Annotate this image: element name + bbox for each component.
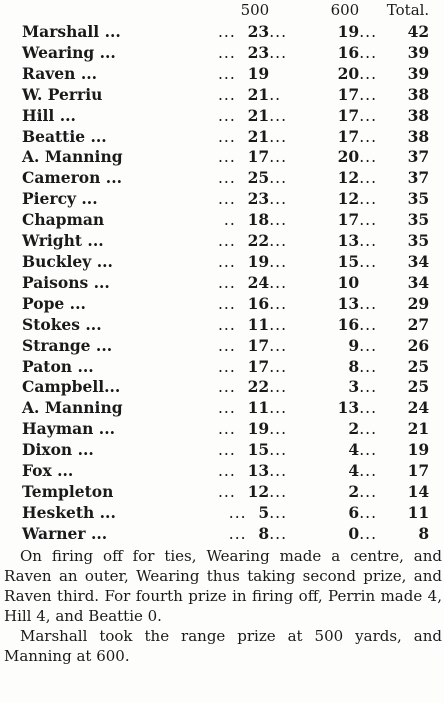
score-total: 39 [407, 42, 430, 62]
score-600: 8 [348, 356, 360, 376]
score-500: ... 21 [218, 84, 270, 104]
score-total: 37 [407, 147, 430, 167]
leader-dots: ... [269, 503, 287, 522]
leader-dots: ... [218, 85, 248, 104]
score-600: 3 [348, 377, 360, 397]
leader-dots: ... [359, 441, 377, 460]
leader-dots: ... [269, 357, 287, 376]
score-500: ... 21 [218, 105, 270, 125]
score-total: 11 [407, 502, 430, 522]
header-600: 600 [330, 1, 360, 19]
leader-dots: ... [359, 211, 377, 230]
table-row [22, 294, 429, 315]
leader-dots: ... [269, 315, 287, 334]
table-row [22, 273, 429, 294]
score-total: 25 [407, 377, 430, 397]
score-500: ... 19 [218, 251, 270, 271]
score-600: 20 [337, 63, 360, 83]
leader-dots: ... [359, 85, 377, 104]
competitor-name: Strange ... [22, 335, 113, 355]
score-500: ... 19 [218, 63, 270, 83]
score-total: 29 [407, 293, 430, 313]
score-600: 15 [337, 251, 360, 271]
competitor-name: Campbell... [22, 377, 121, 397]
score-500: ... 13 [218, 461, 270, 481]
leader-dots: ... [269, 524, 287, 543]
score-total: 14 [407, 481, 430, 501]
competitor-name: Paton ... [22, 356, 94, 376]
score-total: 35 [407, 189, 430, 209]
score-500: ... 17 [218, 356, 270, 376]
competitor-name: Piercy ... [22, 189, 98, 209]
leader-dots: ... [218, 315, 248, 334]
table-row [22, 315, 429, 336]
score-600: 19 [337, 22, 360, 41]
score-total: 38 [407, 126, 430, 146]
leader-dots: ... [269, 399, 287, 418]
score-total: 38 [407, 84, 430, 104]
leader-dots: ... [269, 211, 287, 230]
competitor-name: Warner ... [22, 523, 108, 543]
leader-dots: ... [359, 503, 377, 522]
competitor-name: A. Manning [22, 398, 123, 418]
score-500: ... 25 [218, 168, 270, 188]
score-500: ... 11 [218, 314, 270, 334]
leader-dots: ... [218, 23, 248, 41]
leader-dots: ... [218, 357, 248, 376]
score-500: ... 24 [218, 272, 270, 292]
leader-dots: ... [218, 482, 248, 501]
note-paragraph-range: Marshall took the range prize at 500 yards, and Manning at 600. [4, 627, 442, 665]
leader-dots: ... [218, 399, 248, 418]
competitor-name: Templeton [22, 481, 114, 501]
score-500: ... 16 [218, 293, 270, 313]
leader-dots: ... [218, 252, 248, 271]
table-row [22, 440, 429, 461]
score-total: 25 [407, 356, 430, 376]
score-total: 38 [407, 105, 430, 125]
leader-dots: ... [269, 169, 287, 188]
table-row [22, 461, 429, 482]
score-total: 34 [407, 272, 430, 292]
score-600: 13 [337, 293, 360, 313]
score-total: 19 [407, 440, 430, 460]
table-row [22, 127, 429, 148]
competitor-name: Hesketh ... [22, 502, 116, 522]
score-total: 8 [418, 523, 430, 543]
leader-dots: .. [223, 211, 248, 230]
leader-dots [359, 273, 383, 294]
table-row [22, 210, 429, 231]
table-row [22, 377, 429, 398]
score-500: ... 22 [218, 377, 270, 397]
leader-dots: ... [359, 127, 377, 146]
score-500: .. 18 [223, 210, 270, 230]
competitor-name: Hill ... [22, 105, 76, 125]
leader-dots: ... [269, 441, 287, 460]
score-600: 17 [337, 84, 360, 104]
leader-dots: ... [218, 420, 248, 439]
score-total: 35 [407, 231, 430, 251]
leader-dots: ... [218, 169, 248, 188]
table-row [22, 357, 429, 378]
score-500: ... 17 [218, 147, 270, 167]
leader-dots: ... [218, 462, 248, 481]
competitor-name: Cameron ... [22, 168, 123, 188]
leader-dots: ... [359, 64, 377, 83]
score-600: 13 [337, 398, 360, 418]
leader-dots: ... [359, 378, 377, 397]
score-500: ... 11 [218, 398, 270, 418]
leader-dots: ... [269, 190, 287, 209]
table-row [22, 482, 429, 503]
score-600: 2 [348, 481, 360, 501]
leader-dots: ... [359, 482, 377, 501]
score-500: ... 23 [218, 42, 270, 62]
score-600: 0 [348, 523, 360, 543]
table-row [22, 398, 429, 419]
leader-dots: ... [218, 273, 248, 292]
score-total: 42 [407, 22, 430, 41]
leader-dots: ... [218, 378, 248, 397]
score-500: ... 5 [228, 502, 270, 522]
leader-dots: ... [218, 64, 248, 83]
note-paragraph-ties: On firing off for ties, Wearing made a centre, and Raven an outer, Wearing thus taking second prize, and Raven third. For fourth prize in firing off, Perrin made 4, Hill 4, and Beattie 0. [4, 547, 442, 625]
score-500: ... 19 [218, 419, 270, 439]
score-600: 16 [337, 42, 360, 62]
competitor-name: Wright ... [22, 231, 104, 251]
leader-dots: ... [359, 524, 377, 543]
competitor-name: Paisons ... [22, 272, 110, 292]
leader-dots: ... [359, 190, 377, 209]
leader-dots: ... [228, 524, 259, 543]
leader-dots: ... [269, 482, 287, 501]
leader-dots: ... [359, 148, 377, 167]
score-total: 37 [407, 168, 430, 188]
score-total: 34 [407, 251, 430, 271]
table-row [22, 106, 429, 127]
leader-dots: ... [218, 127, 248, 146]
leader-dots: ... [218, 232, 248, 251]
score-total: 26 [407, 335, 430, 355]
competitor-name: Buckley ... [22, 251, 113, 271]
scores-body [22, 22, 429, 545]
results-note [4, 546, 442, 666]
score-600: 10 [337, 272, 360, 292]
competitor-name: A. Manning [22, 147, 123, 167]
score-500: ... 15 [218, 440, 270, 460]
header-total: Total. [386, 1, 430, 19]
score-500: ... 8 [228, 523, 270, 543]
table-row [22, 189, 429, 210]
table-row [22, 147, 429, 168]
leader-dots [269, 64, 301, 85]
competitor-name: Dixon ... [22, 440, 94, 460]
leader-dots: ... [269, 43, 287, 62]
score-600: 12 [337, 189, 360, 209]
competitor-name: W. Perriu [22, 84, 103, 104]
table-row [22, 168, 429, 189]
leader-dots: ... [269, 462, 287, 481]
score-total: 35 [407, 210, 430, 230]
scores-table [22, 2, 429, 545]
leader-dots: ... [218, 43, 248, 62]
leader-dots: .. [269, 85, 282, 104]
leader-dots: ... [218, 190, 248, 209]
score-600: 4 [348, 461, 360, 481]
table-row [22, 252, 429, 273]
score-600: 12 [337, 168, 360, 188]
score-600: 17 [337, 126, 360, 146]
leader-dots: ... [359, 43, 377, 62]
competitor-name: Hayman ... [22, 419, 115, 439]
leader-dots: ... [269, 23, 287, 41]
score-600: 9 [348, 335, 360, 355]
leader-dots: ... [218, 336, 248, 355]
leader-dots: ... [228, 503, 259, 522]
leader-dots: ... [269, 294, 287, 313]
table-row [22, 419, 429, 440]
competitor-name: Fox ... [22, 461, 74, 481]
leader-dots: ... [269, 252, 287, 271]
score-600: 13 [337, 231, 360, 251]
leader-dots: ... [218, 441, 248, 460]
leader-dots: ... [218, 106, 248, 125]
leader-dots: ... [269, 336, 287, 355]
score-600: 2 [348, 419, 360, 439]
competitor-name: Pope ... [22, 293, 86, 313]
score-total: 21 [407, 419, 430, 439]
competitor-name: Raven ... [22, 63, 98, 83]
table-row [22, 22, 429, 43]
score-total: 39 [407, 63, 430, 83]
score-total: 17 [407, 461, 430, 481]
table-row [22, 336, 429, 357]
leader-dots: ... [359, 336, 377, 355]
leader-dots: ... [269, 420, 287, 439]
leader-dots: ... [269, 232, 287, 251]
leader-dots: ... [359, 420, 377, 439]
header-row [22, 2, 429, 22]
score-600: 17 [337, 105, 360, 125]
leader-dots: ... [359, 232, 377, 251]
score-500: ... 12 [218, 481, 270, 501]
table-row [22, 64, 429, 85]
leader-dots: ... [359, 252, 377, 271]
score-500: ... 22 [218, 231, 270, 251]
leader-dots: ... [269, 378, 287, 397]
competitor-name: Beattie ... [22, 126, 107, 146]
leader-dots: ... [359, 399, 377, 418]
score-600: 4 [348, 440, 360, 460]
score-600: 17 [337, 210, 360, 230]
table-row [22, 231, 429, 252]
leader-dots: ... [359, 462, 377, 481]
leader-dots: ... [359, 294, 377, 313]
score-600: 16 [337, 314, 360, 334]
leader-dots: ... [359, 357, 377, 376]
table-row [22, 524, 429, 545]
leader-dots: ... [359, 169, 377, 188]
competitor-name: Wearing ... [22, 42, 116, 62]
header-name [22, 2, 218, 22]
leader-dots: ... [218, 294, 248, 313]
score-total: 27 [407, 314, 430, 334]
table-row [22, 43, 429, 64]
leader-dots: ... [359, 315, 377, 334]
score-500: ... 23 [218, 22, 270, 41]
score-500: ... 21 [218, 126, 270, 146]
leader-dots: ... [359, 23, 377, 41]
score-600: 20 [337, 147, 360, 167]
table-row [22, 85, 429, 106]
leader-dots: ... [269, 127, 287, 146]
competitor-name: Stokes ... [22, 314, 102, 334]
competitor-name: Chapman [22, 210, 105, 230]
score-total: 24 [407, 398, 430, 418]
leader-dots: ... [218, 148, 248, 167]
header-500: 500 [240, 1, 270, 19]
leader-dots: ... [359, 106, 377, 125]
leader-dots: ... [269, 273, 287, 292]
competitor-name: Marshall ... [22, 22, 121, 41]
score-500: ... 17 [218, 335, 270, 355]
score-600: 6 [348, 502, 360, 522]
leader-dots: ... [269, 106, 287, 125]
leader-dots: ... [269, 148, 287, 167]
score-500: ... 23 [218, 189, 270, 209]
table-row [22, 503, 429, 524]
